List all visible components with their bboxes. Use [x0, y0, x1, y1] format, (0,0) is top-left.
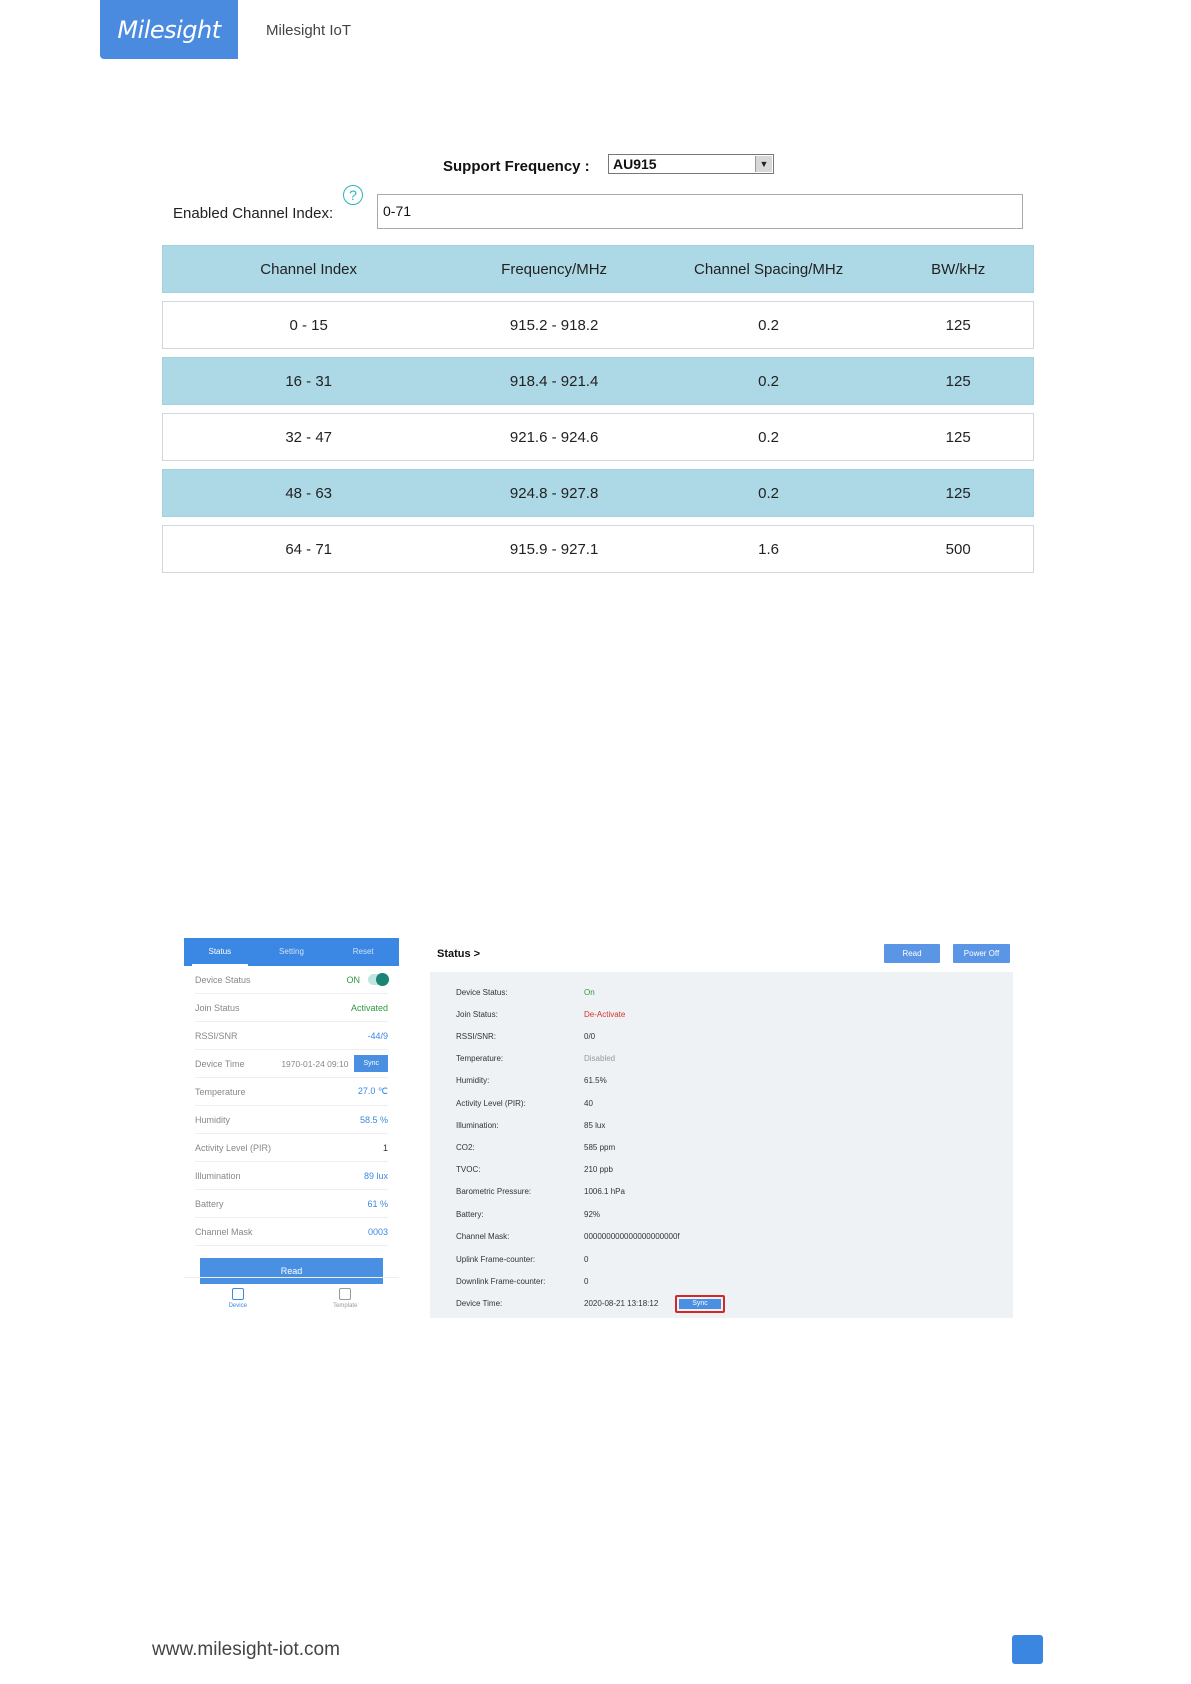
status-row: [456, 1054, 615, 1063]
device-icon: [232, 1288, 244, 1300]
status-value: 85 lux: [584, 1121, 606, 1130]
status-value: 92%: [584, 1210, 601, 1219]
table-cell: 125: [945, 428, 971, 446]
status-row: [456, 1076, 607, 1085]
status-value: 40: [584, 1099, 593, 1108]
table-row: [162, 301, 1034, 349]
row-label: Temperature: [195, 1086, 246, 1097]
status-key: Channel Mask:: [456, 1232, 510, 1241]
read-button[interactable]: Read: [200, 1258, 383, 1284]
row-label: RSSI/SNR: [195, 1030, 238, 1041]
row-label: Device Status: [195, 974, 251, 985]
column-header: Channel Spacing/MHz: [693, 260, 844, 278]
table-cell: 500: [945, 540, 971, 558]
bottom-nav: [184, 1277, 399, 1318]
status-row: [456, 1010, 625, 1019]
support-frequency-value: AU915: [613, 156, 657, 172]
table-cell: 921.6 - 924.6: [509, 428, 599, 446]
illumination-value: 89 lux: [363, 1170, 388, 1181]
table-cell: 0 - 15: [289, 316, 328, 334]
table-cell: 1.6: [758, 540, 780, 558]
table-cell: 16 - 31: [285, 372, 333, 390]
device-time-value: 1970-01-24 09:10: [281, 1058, 349, 1069]
nav-device[interactable]: [184, 1278, 292, 1318]
humidity-row: [195, 1106, 388, 1134]
status-key: Barometric Pressure:: [456, 1187, 532, 1196]
rssi-row: [195, 1022, 388, 1050]
table-cell: 48 - 63: [285, 484, 333, 502]
status-value: 2020-08-21 13:18:12: [584, 1299, 659, 1308]
status-value: On: [584, 988, 595, 997]
table-cell: 125: [945, 484, 971, 502]
table-cell: 0.2: [758, 372, 780, 390]
battery-row: [195, 1190, 388, 1218]
status-value: 61.5%: [584, 1076, 607, 1085]
template-icon: [339, 1288, 351, 1300]
status-row: [456, 1143, 615, 1152]
device-status-row: [195, 966, 388, 994]
page-corner-mark: [1012, 1635, 1043, 1664]
status-key: Device Status:: [456, 988, 508, 997]
status-value: 1006.1 hPa: [584, 1187, 625, 1196]
table-row: [162, 413, 1034, 461]
humidity-value: 58.5 %: [359, 1114, 388, 1125]
table-cell: 0.2: [758, 428, 780, 446]
column-header: BW/kHz: [931, 260, 986, 278]
status-key: Battery:: [456, 1210, 484, 1219]
milesight-logo: [100, 0, 238, 59]
status-row: [456, 1032, 595, 1041]
tab-reset[interactable]: Reset: [352, 947, 374, 956]
enabled-channel-input[interactable]: 0-71: [377, 194, 1023, 229]
sync-button[interactable]: Sync: [354, 1055, 388, 1072]
battery-value: 61 %: [367, 1198, 388, 1209]
status-row: [456, 1187, 625, 1196]
status-key: RSSI/SNR:: [456, 1032, 497, 1041]
status-row: [456, 1099, 593, 1108]
status-row: [456, 988, 595, 997]
nav-label: Template: [333, 1302, 358, 1309]
status-value: 0/0: [584, 1032, 596, 1041]
row-label: Illumination: [195, 1170, 241, 1181]
device-time-row: [195, 1050, 388, 1078]
enabled-channel-label: Enabled Channel Index:: [173, 205, 334, 222]
channel-table: [162, 245, 1034, 581]
row-label: Device Time: [195, 1058, 245, 1069]
status-row: [456, 1210, 600, 1219]
table-cell: 924.8 - 927.8: [509, 484, 599, 502]
status-key: CO2:: [456, 1143, 475, 1152]
status-row: [456, 1121, 605, 1130]
status-key: TVOC:: [456, 1165, 481, 1174]
status-row: [456, 1299, 658, 1308]
row-label: Battery: [195, 1198, 224, 1209]
table-cell: 915.2 - 918.2: [509, 316, 599, 334]
row-label: Activity Level (PIR): [195, 1142, 272, 1153]
activity-value: 1: [382, 1142, 388, 1153]
support-frequency-label: Support Frequency :: [443, 158, 590, 175]
power-toggle[interactable]: [368, 974, 388, 985]
sync-button-label: Sync: [679, 1299, 721, 1309]
nav-template[interactable]: [292, 1278, 400, 1318]
row-label: Channel Mask: [195, 1226, 253, 1237]
illumination-row: [195, 1162, 388, 1190]
status-key: Join Status:: [456, 1010, 498, 1019]
chevron-down-icon[interactable]: ▼: [755, 156, 772, 172]
status-value: Disabled: [584, 1054, 616, 1063]
row-label: Join Status: [195, 1002, 240, 1013]
device-status-value: ON: [346, 974, 360, 985]
status-row: [456, 1255, 588, 1264]
table-cell: 0.2: [758, 484, 780, 502]
nav-label: Device: [228, 1302, 247, 1309]
activity-row: [195, 1134, 388, 1162]
status-panel: [430, 972, 1013, 1318]
support-frequency-select[interactable]: [608, 154, 774, 174]
table-cell: 918.4 - 921.4: [509, 372, 599, 390]
join-status-row: [195, 994, 388, 1022]
status-value: 000000000000000000000f: [584, 1232, 680, 1241]
question-circle-icon[interactable]: ?: [343, 185, 363, 205]
status-row: [456, 1232, 680, 1241]
table-cell: 125: [945, 372, 971, 390]
status-key: Uplink Frame-counter:: [456, 1255, 536, 1264]
table-row: [162, 525, 1034, 573]
status-value: 0: [584, 1255, 589, 1264]
footer-url: www.milesight-iot.com: [152, 1639, 340, 1660]
power-off-button[interactable]: Power Off: [953, 944, 1010, 963]
tab-setting[interactable]: Setting: [279, 947, 304, 956]
app-tab-bar: [184, 938, 399, 966]
column-header: Frequency/MHz: [501, 260, 608, 278]
status-row: [456, 1277, 588, 1286]
table-cell: 64 - 71: [285, 540, 333, 558]
table-cell: 915.9 - 927.1: [509, 540, 599, 558]
status-title: Status >: [437, 948, 481, 960]
sync-button-highlighted[interactable]: [675, 1295, 725, 1313]
status-row: [456, 1165, 613, 1174]
table-cell: 125: [945, 316, 971, 334]
rssi-value: -44/9: [367, 1030, 388, 1041]
temperature-row: [195, 1078, 388, 1106]
status-key: Activity Level (PIR):: [456, 1099, 526, 1108]
status-value: 210 ppb: [584, 1165, 613, 1174]
column-header: Channel Index: [260, 260, 358, 278]
status-value: De-Activate: [584, 1010, 626, 1019]
table-cell: 32 - 47: [285, 428, 333, 446]
tab-status[interactable]: Status: [184, 938, 256, 966]
status-key: Temperature:: [456, 1054, 504, 1063]
channel-mask-value: 0003: [367, 1226, 388, 1237]
table-cell: 0.2: [758, 316, 780, 334]
status-value: 585 ppm: [584, 1143, 616, 1152]
table-row: [162, 469, 1034, 517]
row-label: Humidity: [195, 1114, 231, 1125]
status-key: Humidity:: [456, 1076, 490, 1085]
read-button[interactable]: Read: [884, 944, 940, 963]
status-key: Downlink Frame-counter:: [456, 1277, 546, 1286]
temperature-value: 27.0 ℃: [357, 1086, 388, 1096]
logo-text: Milesight: [117, 15, 221, 44]
mobile-app-status: [184, 938, 399, 1318]
channel-mask-row: [195, 1218, 388, 1246]
status-value: 0: [584, 1277, 589, 1286]
status-key: Device Time:: [456, 1299, 503, 1308]
brand-name: Milesight IoT: [266, 22, 352, 39]
table-row: [162, 357, 1034, 405]
join-status-value: Activated: [350, 1002, 388, 1013]
status-key: Illumination:: [456, 1121, 499, 1130]
table-header-row: [162, 245, 1034, 293]
